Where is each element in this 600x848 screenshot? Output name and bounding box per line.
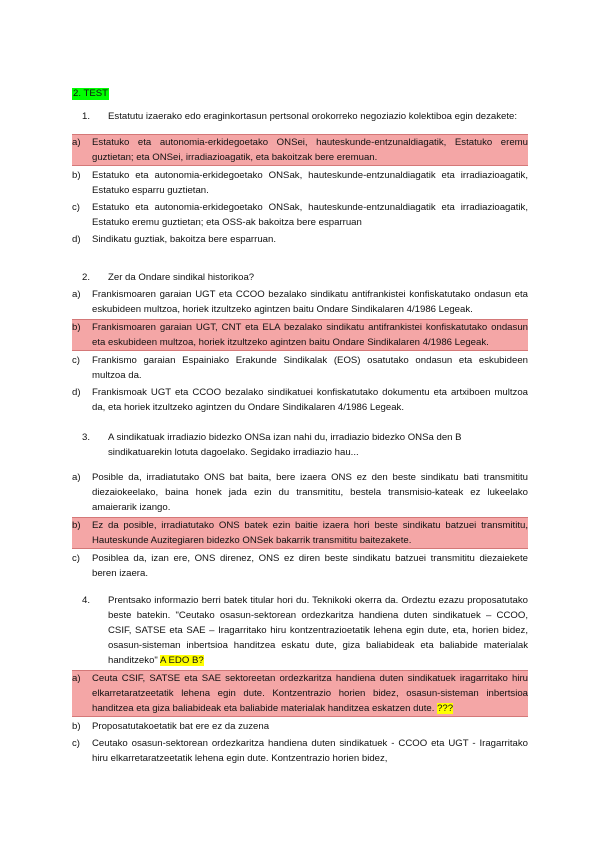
option-label: b) (72, 721, 81, 732)
option-text: Ceutako osasun-sektorean ordezkaritza handiena duten sindikatuek - CCOO eta UGT - Iragarritako hiru elkarretaratzeetatik lehena egin dute. Kontzentrazio horien bidez, (92, 738, 528, 764)
question-number: 2. (82, 272, 91, 283)
question-2 (72, 270, 528, 415)
option-text: Posible da, irradiatutako ONS bat baita, bere izaera ONS ez den beste sindikatu bati transmititu diezaiokeelako, baina honek jada ezin du transmititu, bestela transmisio-kateak ez lukeelako amaierarik izango. (92, 472, 528, 513)
option-label: a) (72, 137, 81, 148)
option-label: c) (72, 553, 80, 564)
answer-option-b (72, 168, 528, 198)
question-number: 1. (82, 111, 91, 122)
answer-option-c (72, 736, 528, 766)
option-text: Proposatutakoetatik bat ere ez da zuzena (92, 721, 270, 732)
question-stem (72, 270, 528, 285)
question-text: Zer da Ondare sindikal historikoa? (108, 272, 255, 283)
question-text: A sindikatuak irradiazio bidezko ONSa izan nahi du, irradiazio bidezko ONSa den B sindikatuarekin lotuta dagoelako. Segidako irradiazio hau... (108, 432, 462, 458)
option-label: a) (72, 472, 81, 483)
answer-option-b (72, 517, 528, 549)
option-label: c) (72, 738, 80, 749)
option-text: Ez da posible, irradiatutako ONS batek ezin baitie izaera hori beste sindikatu batzuei transmititu, Hauteskunde Auzitegiaren bidezko ONSek bakarrik transmititu baitezakete. (92, 520, 528, 546)
option-label: a) (72, 673, 81, 684)
question-3 (72, 430, 528, 581)
question-text: Prentsako informazio berri batek titular hori du. Teknikoki okerra da. Ordeztu ezazu proposatutako beste batekin. "Ceutako osasun-sektorean ordezkaritza handiena duten sindikatuek – CCOO, CSIF, SATSE eta SAE – Iragarritako hiru kontzentrazioetatik lehena egin dute, eta, horien bidez, osasun-sisteman inbertsioa handitzea eskatu dute, giza baliabideak eta baliabide materialak handitzeko" (108, 595, 528, 666)
option-text: Posiblea da, izan ere, ONS direnez, ONS ez diren beste sindikatu batzuei transmititu diezaiekete beren izaera. (92, 553, 528, 579)
option-label: a) (72, 289, 81, 300)
option-label: b) (72, 520, 81, 531)
question-1 (72, 109, 528, 247)
option-label: d) (72, 234, 81, 245)
option-text: Estatuko eta autonomia-erkidegoetako ONSak, hauteskunde-entzunaldiagatik eta irradiazioagatik, Estatuko esparru guztietan. (92, 170, 528, 196)
answer-option-c (72, 353, 528, 383)
option-text: Frankismoak UGT eta CCOO bezalako sindikatuei konfiskatutako dokumentu eta artxiboen multzoa da, eta horiek itzultzeko agintzen du Ondare Sindikalaren 4/1986 Legeak. (92, 387, 528, 413)
option-text: Estatuko eta autonomia-erkidegoetako ONSak, hauteskunde-entzunaldiagatik eta irradiazioagatik, Estatuko eremu guztietan; eta OSS-ak bakoitza bere esparruan (92, 202, 528, 228)
answer-option-d (72, 232, 528, 247)
answer-option-d (72, 385, 528, 415)
answer-option-a (72, 134, 528, 166)
option-text: Estatuko eta autonomia-erkidegoetako ONSei, hauteskunde-entzunaldiagatik, Estatuko eremu guztietan; eta ONSei, irradiazioagatik, eta bakoitzak bere eremuan. (92, 137, 528, 163)
option-text: Ceuta CSIF, SATSE eta SAE sektoreetan ordezkaritza handiena duten sindikatuek iragarritako hiru elkarretaratzeetatik lehena egin dute. Kontzentrazio horien bidez, osasun-sisteman inbertsioa handitzea eta giza baliabideak eta baliabide materialak handitzea eskatzen dute. (92, 673, 528, 714)
option-label: c) (72, 202, 80, 213)
answer-option-a (72, 287, 528, 317)
question-number: 3. (82, 432, 91, 443)
option-text: Frankismoaren garaian UGT, CNT eta ELA bezalako sindikatu antifrankistei konfiskatutako ondasun eta eskubideen multzoa, horiek itzultzeko agintzen baitu Ondare Sindikalaren 4/1986 Legeak. (92, 322, 528, 348)
option-text: Frankismo garaian Espainiako Erakunde Sindikalak (EOS) osatutako ondasun eta eskubideen multzoa da. (92, 355, 528, 381)
question-4 (72, 593, 528, 766)
answer-option-b (72, 319, 528, 351)
question-stem (72, 109, 528, 124)
option-note: ??? (437, 703, 454, 714)
question-stem (72, 430, 528, 460)
answer-option-c (72, 551, 528, 581)
option-label: d) (72, 387, 81, 398)
answer-option-a (72, 670, 528, 717)
answer-option-c (72, 200, 528, 230)
option-label: c) (72, 355, 80, 366)
answer-option-a (72, 470, 528, 515)
answer-option-b (72, 719, 528, 734)
question-stem (72, 593, 528, 668)
question-note: A EDO B? (159, 655, 204, 666)
question-text: Estatutu izaerako edo eraginkortasun pertsonal orokorreko negoziazio kolektiboa egin dezakete: (108, 111, 518, 122)
section-heading: 2. TEST (73, 88, 109, 99)
option-text: Sindikatu guztiak, bakoitza bere esparruan. (92, 234, 276, 245)
question-number: 4. (82, 595, 91, 606)
option-text: Frankismoaren garaian UGT eta CCOO bezalako sindikatu antifrankistei konfiskatutako ondasun eta eskubideen multzoa, horiek itzultzeko agintzen baitu Ondare Sindikalaren 4/1986 Legeak. (92, 289, 528, 315)
option-label: b) (72, 322, 81, 333)
option-label: b) (72, 170, 81, 181)
